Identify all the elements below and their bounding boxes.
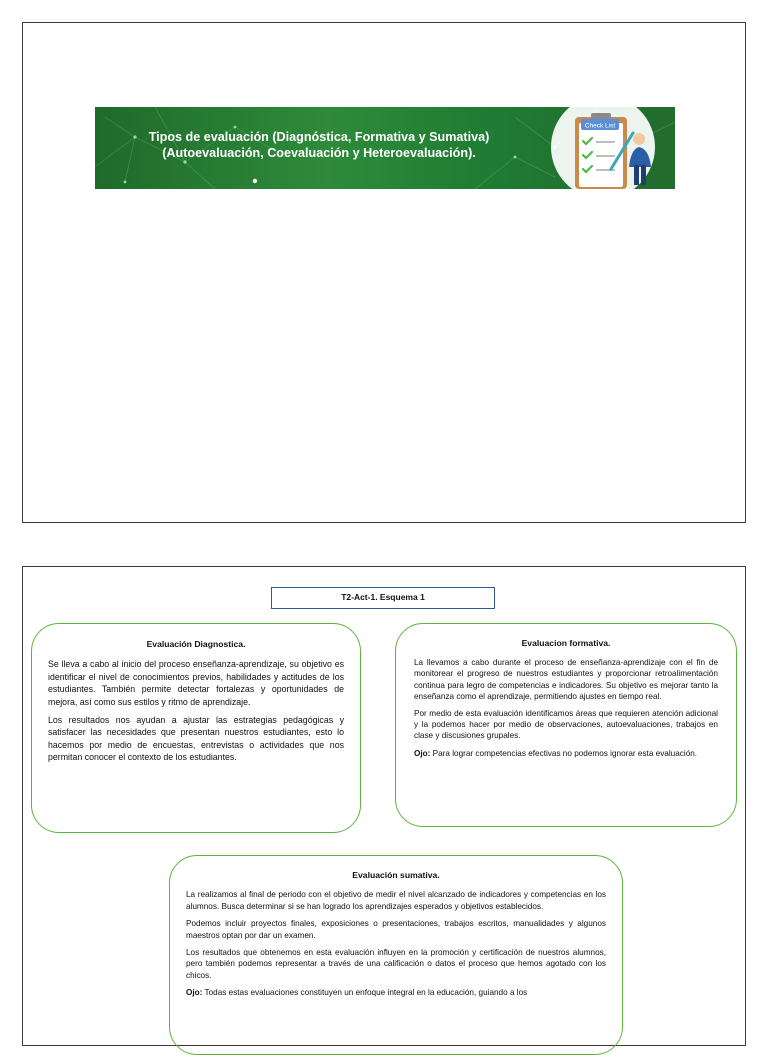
card-paragraph: Por medio de esta evaluación identificamos áreas que requieren atención adicional y la podemos hacer por medio de observaciones, autoevaluaciones, trabajos en clase y discusiones grupales. (414, 709, 718, 741)
note-label: Ojo: (186, 988, 203, 998)
card-paragraph: Los resultados nos ayudan a ajustar las estrategias pedagógicas y satisfacer las necesidades que presentan nuestros estudiantes, esto lo hacemos por medio de encuestas, entrevistas o actividades que nos permitan conocer el contexto de los estudiantes. (48, 715, 344, 763)
note-label: Ojo: (414, 748, 431, 758)
card-paragraph-note (414, 748, 718, 759)
card-paragraph: Podemos incluir proyectos finales, exposiciones o presentaciones, trabajos escritos, manualidades y algunos maestros optan por dar un examen. (186, 919, 606, 940)
card-paragraph: La llevamos a cabo durante el proceso de enseñanza-aprendizaje con el fin de monitorear el progreso de nuestros estudiantes y proporcionar retroalimentación continua para legro de competencias e indicadores. Su objetivo es mejorar tanto la enseñanza como el aprendizaje, permitiendo ajustes en tiempo real. (414, 658, 718, 701)
evaluacion-diagnostica-card (31, 623, 361, 833)
clipboard-label: Check List (584, 122, 616, 130)
card-heading: Evaluación Diagnostica. (146, 639, 246, 649)
card-paragraph: Se lleva a cabo al inicio del proceso enseñanza-aprendizaje, su objetivo es identificar el nivel de conocimientos previos, habilidades y actitudes de los estudiantes. También permite detectar fortalezas y oportunidades de mejora, así como sus estilos y ritmo de aprendizaje. (48, 659, 344, 707)
document-page-2 (22, 566, 746, 1046)
card-paragraph-note (186, 987, 606, 998)
checklist-illustration (525, 107, 675, 189)
page-title: T2-Act-1. Esquema 1 (271, 587, 495, 609)
sparkle-dot (253, 179, 257, 183)
title-banner (95, 107, 675, 189)
card-heading: Evaluación sumativa. (352, 870, 440, 880)
card-heading: Evaluacion formativa. (521, 638, 611, 648)
banner-title (119, 129, 519, 161)
person-icon (633, 133, 645, 145)
document-page-1 (22, 22, 746, 523)
card-paragraph: Los resultados que obtenemos en esta evaluación influyen en la promoción y certificación de nuestros alumnos, pero también podemos representar a través de una calificación o datos el proceso que hemos agotado con los chicos. (186, 948, 606, 980)
card-paragraph: La realizamos al final de periodo con el objetivo de medir el nivel alcanzado de indicadores y competencias en los alumnos. Busca determinar si se han logrado los aprendizajes esperados y objetivos establecidos. (186, 890, 606, 911)
evaluacion-sumativa-card (169, 855, 623, 1055)
evaluacion-formativa-card (395, 623, 737, 827)
note-text: Para lograr competencias efectivas no podemos ignorar esta evaluación. (432, 748, 698, 758)
note-text: Todas estas evaluaciones constituyen un enfoque integral en la educación, guiando a los (204, 988, 528, 998)
banner-title-line-1: Tipos de evaluación (Diagnóstica, Formativa y Sumativa) (148, 130, 490, 144)
banner-title-line-2: (Autoevaluación, Coevaluación y Heteroevaluación). (162, 146, 476, 160)
